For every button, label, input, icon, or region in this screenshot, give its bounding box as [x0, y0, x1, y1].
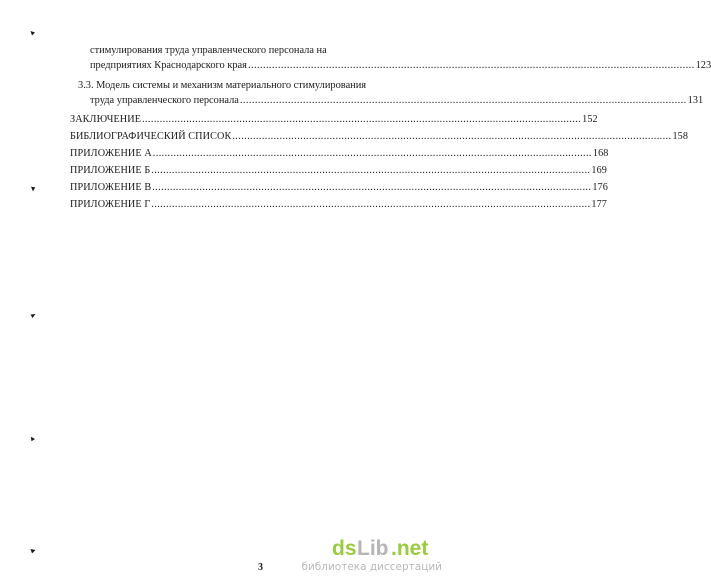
toc-entry-label: БИБЛИОГРАФИЧЕСКИЙ СПИСОК	[70, 131, 232, 142]
toc-entry-label: ПРИЛОЖЕНИЕ Г	[70, 199, 151, 210]
svg-text:ds: ds	[332, 537, 357, 560]
toc-entry-appendix-a[interactable]	[70, 148, 609, 160]
toc-entry-3-3[interactable]	[90, 95, 704, 107]
margin-mark-icon	[30, 313, 36, 319]
watermark-tagline: библиотека диссертаций	[301, 561, 442, 573]
dot-leader: .....................................................................................................................................................	[247, 60, 695, 71]
dot-leader: .....................................................................................................................................................	[142, 114, 582, 125]
margin-mark-icon	[30, 548, 36, 554]
toc-entry-appendix-g[interactable]	[70, 199, 608, 211]
toc-entry-page: 176	[592, 182, 608, 193]
toc-entry-appendix-v[interactable]	[70, 182, 608, 194]
toc-entry-page: 123	[695, 60, 711, 71]
svg-text:Lib: Lib	[357, 537, 389, 560]
toc-entry-label: ПРИЛОЖЕНИЕ А	[70, 148, 152, 159]
page-number: 3	[258, 562, 263, 573]
dot-leader: .....................................................................................................................................................	[151, 199, 591, 210]
toc-entry-label: ПРИЛОЖЕНИЕ В	[70, 182, 152, 193]
watermark	[301, 536, 442, 576]
toc-entry-3-3-line1: 3.3. Модель системы и механизм материального стимулирования	[78, 80, 367, 91]
dot-leader: .....................................................................................................................................................	[239, 95, 687, 106]
toc-entry-page: 131	[687, 95, 704, 106]
dot-leader: .....................................................................................................................................................	[232, 131, 672, 142]
toc-entry-page: 169	[591, 165, 607, 176]
toc-entry-3-2-line1: стимулирования труда управленческого персонала на	[90, 45, 327, 56]
toc-entry-conclusion[interactable]	[70, 114, 598, 126]
margin-mark-icon	[30, 436, 36, 442]
toc-entry-label: труда управленческого персонала	[90, 95, 239, 106]
toc-entry-bibliography[interactable]	[70, 131, 689, 143]
toc-entry-page: 168	[592, 148, 609, 159]
toc-entry-page: 177	[591, 199, 608, 210]
margin-mark-icon	[30, 30, 36, 36]
toc-entry-label: ПРИЛОЖЕНИЕ Б	[70, 165, 151, 176]
toc-entry-3-2[interactable]	[90, 60, 711, 72]
dslib-logo-icon	[330, 536, 442, 560]
svg-text:.net: .net	[391, 537, 429, 560]
dot-leader: .....................................................................................................................................................	[152, 148, 592, 159]
dot-leader: .....................................................................................................................................................	[151, 165, 591, 176]
margin-mark-icon	[30, 186, 36, 192]
toc-entry-page: 158	[672, 131, 689, 142]
toc-entry-appendix-b[interactable]	[70, 165, 607, 177]
dot-leader: .....................................................................................................................................................	[152, 182, 592, 193]
toc-entry-page: 152	[582, 114, 598, 125]
toc-entry-label: ЗАКЛЮЧЕНИЕ	[70, 114, 142, 125]
toc-entry-label: предприятиях Краснодарского края	[90, 60, 247, 71]
